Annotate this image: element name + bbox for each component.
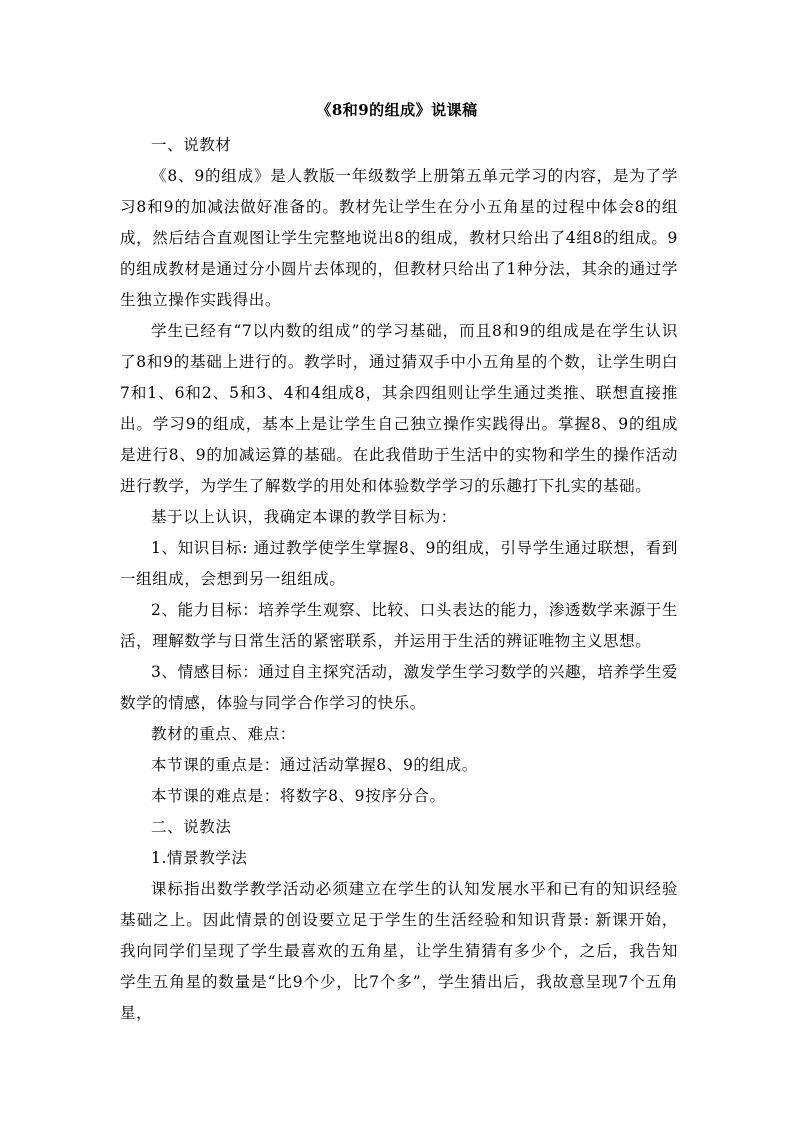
key-point: 本节课的重点是：通过活动掌握8、9的组成。 — [151, 756, 478, 774]
heading-textbook: 一、说教材 — [151, 136, 232, 154]
subheading-scenario-method: 1.情景教学法 — [151, 849, 248, 867]
paragraph: 《8、9的组成》是人教版一年级数学上册第五单元学习的内容，是为了学习8和9的加减法做好准备的。教材先让学生在分小五角星的过程中体会8的组成，然后结合直观图让学生完整地说出8的组成，教材只给出了4组8的组成。9的组成教材是通过分小圆片去体现的，但教材只给出了1种分法，其余的通过学生独立操作实践得出。 — [120, 167, 678, 309]
paragraph: 教材的重点、难点： — [151, 725, 296, 743]
goal-ability: 2、能力目标：培养学生观察、比较、口头表达的能力，渗透数学来源于生活，理解数学与日常生活的紧密联系，并运用于生活的辨证唯物主义思想。 — [120, 601, 678, 650]
difficult-point: 本节课的难点是：将数字8、9按序分合。 — [151, 787, 446, 805]
paragraph: 课标指出数学教学活动必须建立在学生的认知发展水平和已有的知识经验基础之上。因此情景的创设要立足于学生的生活经验和知识背景: 新课开始，我向同学们呈现了学生最喜欢的五角星，让学生猜猜有多少个，之后，我告知学生五角星的数量是“比9个少，比7个多”，学生猜出后，我故意呈现7个五角星， — [120, 880, 678, 1022]
document-title: 《8和9的组成》说课稿 — [316, 101, 478, 119]
goal-emotion: 3、情感目标：通过自主探究活动，激发学生学习数学的兴趣，培养学生爱数学的情感，体验与同学合作学习的快乐。 — [120, 663, 678, 712]
paragraph: 学生已经有“7以内数的组成”的学习基础，而且8和9的组成是在学生认识了8和9的基础上进行的。教学时，通过猜双手中小五角星的个数，让学生明白7和1、6和2、5和3、4和4组成8，其余四组则让学生通过类推、联想直接推出。学习9的组成，基本上是让学生自己独立操作实践得出。掌握8、9的组成是进行8、9的加减运算的基础。在此我借助于生活中的实物和学生的操作活动进行教学，为学生了解数学的用处和体验数学学习的乐趣打下扎实的基础。 — [120, 322, 678, 495]
document-body — [120, 130, 678, 1029]
heading-teaching-method: 二、说教法 — [151, 818, 232, 836]
goal-knowledge: 1、知识目标: 通过教学使学生掌握8、9的组成，引导学生通过联想，看到一组组成，会想到另一组组成。 — [120, 539, 678, 588]
paragraph: 基于以上认识，我确定本课的教学目标为： — [151, 508, 457, 526]
